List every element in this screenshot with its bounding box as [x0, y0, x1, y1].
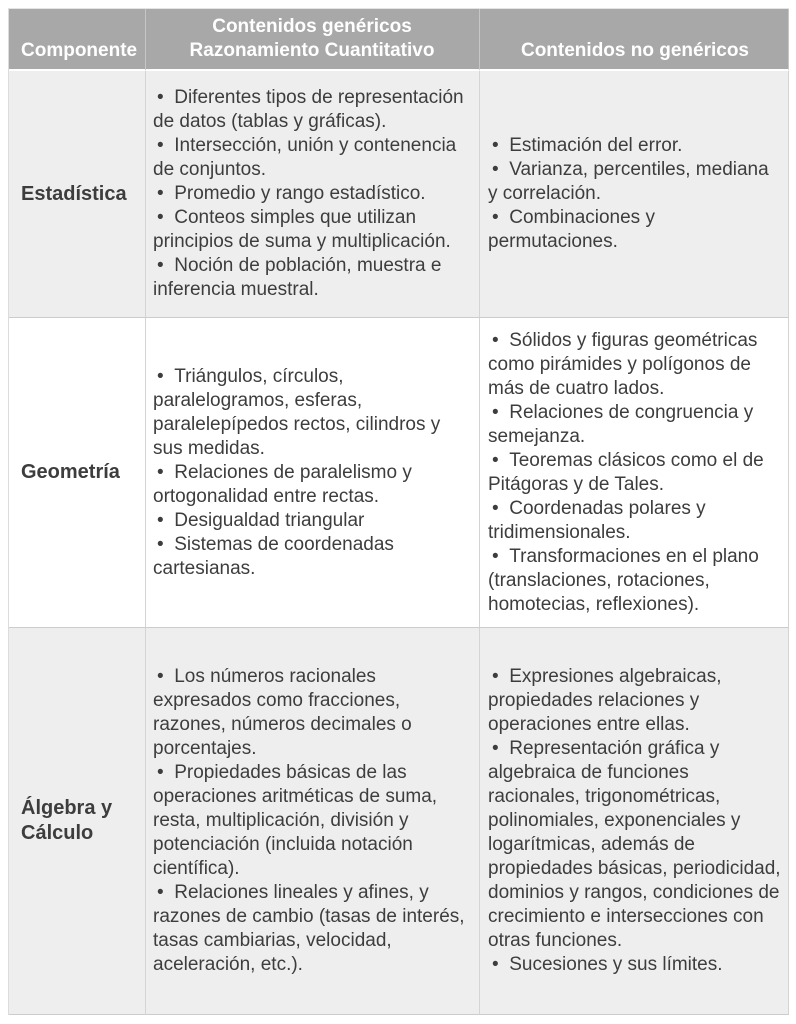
list-item: • Los números racionales expresados como fracciones, razones, números decimales o porcentajes.: [153, 665, 471, 761]
list-item: • Combinaciones y permutaciones.: [488, 206, 782, 254]
non-generic-cell-geometria: [480, 318, 789, 628]
table-row-estadistica: [9, 71, 789, 318]
list-item: • Sólidos y figuras geométricas como pirámides y polígonos de más de cuatro lados.: [488, 329, 782, 401]
component-cell-estadistica: Estadística: [9, 71, 146, 318]
table-header-row: [9, 9, 789, 71]
header-contenidos-genericos-line2: Razonamiento Cuantitativo: [189, 40, 435, 61]
list-item: • Transformaciones en el plano (translaciones, rotaciones, homotecias, reflexiones).: [488, 545, 782, 617]
table-row-algebra-calculo: [9, 628, 789, 1015]
list-item: • Promedio y rango estadístico.: [153, 182, 471, 206]
header-contenidos-no-genericos: [480, 9, 789, 71]
generic-cell-algebra-calculo: [146, 628, 480, 1015]
list-item: • Varianza, percentiles, mediana y correlación.: [488, 158, 782, 206]
component-cell-algebra-calculo: Álgebra y Cálculo: [9, 628, 146, 1015]
list-item: • Sucesiones y sus límites.: [488, 953, 782, 977]
generic-cell-geometria: [146, 318, 480, 628]
list-item: • Teoremas clásicos como el de Pitágoras y de Tales.: [488, 449, 782, 497]
list-item: • Coordenadas polares y tridimensionales.: [488, 497, 782, 545]
list-item: • Relaciones de congruencia y semejanza.: [488, 401, 782, 449]
list-item: • Intersección, unión y contenencia de conjuntos.: [153, 134, 471, 182]
table-row-geometria: [9, 318, 789, 628]
list-item: • Estimación del error.: [488, 134, 782, 158]
header-contenidos-no-genericos-label: Contenidos no genéricos: [520, 40, 750, 61]
list-item: • Relaciones lineales y afines, y razones de cambio (tasas de interés, tasas cambiarias, velocidad, aceleración, etc.).: [153, 881, 471, 977]
header-componente: [9, 9, 146, 71]
non-generic-cell-estadistica: [480, 71, 789, 318]
header-contenidos-genericos: [146, 9, 480, 71]
non-generic-cell-algebra-calculo: [480, 628, 789, 1015]
list-item: • Conteos simples que utilizan principios de suma y multiplicación.: [153, 206, 471, 254]
list-item: • Expresiones algebraicas, propiedades relaciones y operaciones entre ellas.: [488, 665, 782, 737]
list-item: • Relaciones de paralelismo y ortogonalidad entre rectas.: [153, 461, 471, 509]
list-item: • Representación gráfica y algebraica de funciones racionales, trigonométricas, polinomiales, exponenciales y logarítmicas, además de propiedades básicas, periodicidad, dominios y rangos, condiciones de crecimiento e intersecciones con otras funciones.: [488, 737, 782, 953]
list-item: • Triángulos, círculos, paralelogramos, esferas, paralelepípedos rectos, cilindros y sus medidas.: [153, 365, 471, 461]
generic-cell-estadistica: [146, 71, 480, 318]
list-item: • Propiedades básicas de las operaciones aritméticas de suma, resta, multiplicación, división y potenciación (incluida notación científica).: [153, 761, 471, 881]
list-item: • Sistemas de coordenadas cartesianas.: [153, 533, 471, 581]
header-componente-label: Componente: [21, 40, 138, 61]
header-contenidos-genericos-line1: Contenidos genéricos: [212, 16, 412, 37]
list-item: • Desigualdad triangular: [153, 509, 471, 533]
curriculum-table: [8, 8, 789, 1015]
list-item: • Diferentes tipos de representación de datos (tablas y gráficas).: [153, 86, 471, 134]
component-cell-geometria: Geometría: [9, 318, 146, 628]
list-item: • Noción de población, muestra e inferencia muestral.: [153, 254, 471, 302]
